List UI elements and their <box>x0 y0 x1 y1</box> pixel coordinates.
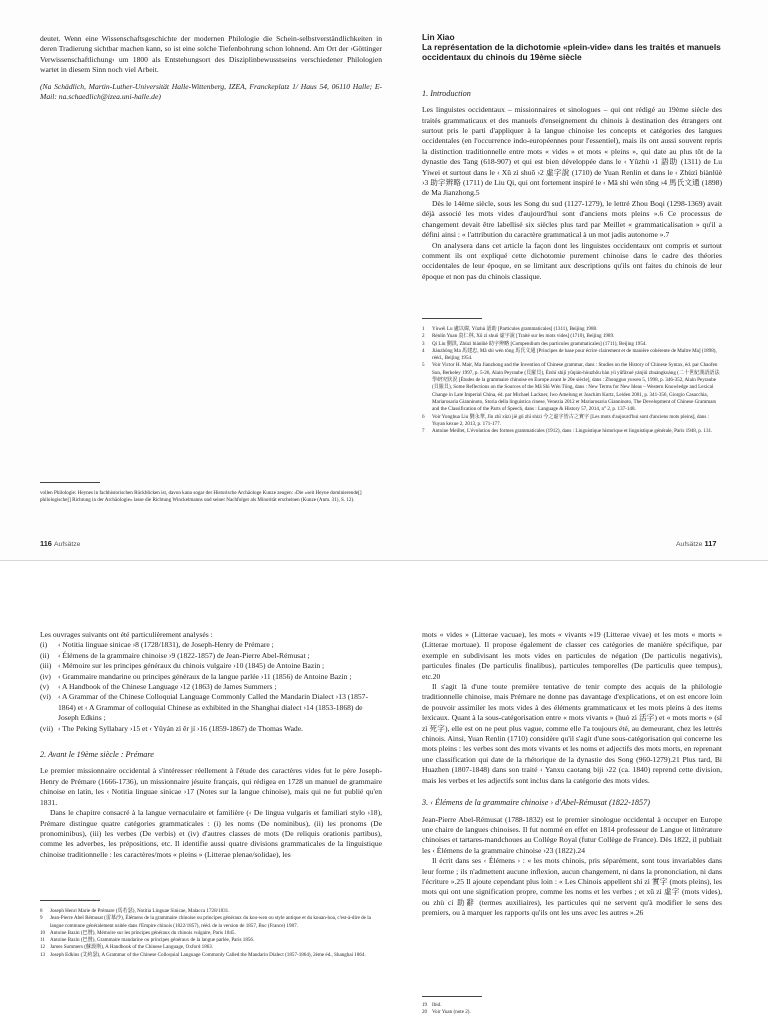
page-number: 117 <box>704 539 717 548</box>
footnote: 13 Joseph Edkins (艾約瑟), A Grammar of the Chinese Colloquial Language Commonly Called the Mandarin Dialect (1857-1864), 2ème éd., Shanghai 1864. <box>40 951 366 958</box>
footnote-rule <box>40 482 100 483</box>
right-page-body <box>422 32 722 282</box>
section-heading: 2. Avant le 19ème siècle : Prémare <box>40 750 154 760</box>
footnote: 20 Voir Yuan (note 2). <box>422 1009 471 1016</box>
running-head: Aufsätze <box>54 541 81 548</box>
footnote: 9 Jean-Pierre Abel Rémusat (雷慕沙), Élémens de la grammaire chinoise ou principes généraux du kou-wen ou style antique et du kouan-hoa, c'est-à-dire de la langue commune généralement usitée dans l'Empire chinois (1822/1857), rééd. de la version de 1857, Buc (France) 1987. <box>40 915 371 929</box>
footnote: 2 Rénlín Yuan 袁仁林, Xū zì shuō 虛字說 [Traité sur les mots vides] (1710), Beijing 1989. <box>422 333 615 340</box>
footnote: 19 Ibid. <box>422 1002 442 1008</box>
body-paragraph: Dès le 14ème siècle, sous les Song du sud (1127-1279), le lettré Zhou Boqi (1298-1369) avait déjà associé les mots vides d'aujourd'hui sont d'anciens mots pleins ».6 Ce processus de changement devait être labellisé six siècles plus tard par Meillet « grammaticalisation » qu'il a défini ainsi : « l'attribution du caractère grammatical à un mot jadis autonome ».7 <box>422 198 722 240</box>
body-paragraph: mots « vides » (Litterae vacuae), les mots « vivants »19 (Litterae vivae) et les mots « morts » (Litterae mortuae). Il propose également de classer ces catégories de manière spécifique, par exemple en subdivisant les mots vides en particules de négation (De particulis negativis), particules finales (De particulis finalibus), particules temporelles (De particulis quee tempus), etc.20 <box>422 630 722 681</box>
list-item: (iii) ‹ Mémoire sur les principes généraux du chinois vulgaire ›10 (1845) de Antoine Bazin ; <box>40 661 325 671</box>
article-author: Lin Xiao <box>422 32 455 42</box>
bottom-spread <box>0 560 768 1024</box>
section-heading: 1. Introduction <box>422 88 471 98</box>
body-paragraph: Il écrit dans ses ‹ Élémens › : « les mots chinois, pris séparément, sont tous invariables dans leur forme ; ils n'admettent aucune inflexion, aucun changement, ni dans la prononciation, ni dans l'écriture ».25 Il ajoute cependant plus loin : « Les Chinois appellent shí zì 實字 (mots pleins), les mots qui ont une signification propre, comme les noms et les verbes ; et xū zì 虛字 (mots vides), ou zhù cí 助辭 (termes auxiliaires), les particules qui ne servent qu'à modifier le sens des premiers, ou à marquer les rapports qu'ils ont les uns avec les autres ».26 <box>422 856 722 918</box>
body-paragraph: Les ouvrages suivants ont été particulièrement analysés : <box>40 630 213 639</box>
body-paragraph: Jean-Pierre Abel-Rémusat (1788-1832) est le premier sinologue occidental à occuper en Europe une chaire de langues chinoises. Il fut nommé en effet en 1814 professeur de Langue et littérature chinoises et tartares-mandchoues au Collège Royal (futur Collège de France). Dès 1822, il publiait les ‹ Élémens de la grammaire chinoise ›23 (1822).24 <box>422 814 722 855</box>
list-item: (vii) ‹ The Peking Syllabary ›15 et ‹ Yǔyán zì ěr jí ›16 (1859-1867) de Thomas Wade. <box>40 723 304 733</box>
page-folio-116 <box>40 539 80 548</box>
footnote: 5 Voir Victor H. Mair, Ma Jianzhong and the Invention of Chinese grammar, dans : Studies on the History of Chinese Syntax, éd. par Chaofen Sun, Berkeley 1997, p. 5-26, Alain Peyraube (貝羅貝), Èrshí shìjì yǔqián-hòuzhǒu hàn yǔ yǔfǎxué yánjiū zhuàngkuàng (二十世紀漢語語法學研究狀況 [Études de la grammaire chinoise en Europe avant le 20e siècle], dans : Zhongguo yuwen 5, 1998, p. 346-352, Alain Peyraube (貝羅貝), Some Reflections on the Sources of the Mǎ Shì Wén Tōng, dans : New Terms for New Ideas – Western Knowledge and Lexical Change in Late Imperial China, éd. par Michael Lackner, Iwo Amelung et Joachim Kurtz, Leiden 2001, p. 341-356, Giorgio Casacchia, Mariarosaria Gianninoto, Storia della linguistica cinese, Venezia 2012 et Mariarosaria Gianninoto, The Development of Chinese Grammars and the Classification of the Parts of Speech, dans : Language & History 57, 2014, n° 2, p. 137-148. <box>422 362 720 413</box>
footnotes-block <box>422 326 722 435</box>
footnote: 6 Voir Yonghua Liu 劉永華, Jīn zhī xūzì jiē gǔ zhī shízì 今之虛字皆古之實字 [Les mots d'aujourd'hui sont d'anciens mots pleins], dans : Yuyan kexue 2, 2013, p. 171-177. <box>422 413 709 427</box>
article-title: La représentation de la dichotomie «plein-vide» dans les traités et manuels occidentaux du chinois du 19ème siècle <box>422 42 721 63</box>
footnote: 4 Jiànzhōng Ma 馬建忠, Mǎ shì wén tōng 馬氏文通 [Principes de base pour écrire clairement et de manière cohérente de Maître Ma] (1898), rééd., Beijing 1954. <box>422 347 717 362</box>
left-page-body <box>40 34 382 102</box>
left-page-footnote: vollen Philologie: Heynes in fachhistorischen Rückblicken ist, davon kann sogar der Historische Archäologe Kunze zeugen: ›Die »seit Heyne dominierende[] philologische[] Richtung in der Archäologie« lasse die Richtung Winckelmanns und seiner Nachfolger als Minorität erscheinen (Kunze (Anm. 31), S. 12). <box>40 490 362 504</box>
footnote: 8 Joseph Henri Marie de Prémare (馬若瑟), Notitia Linguae Sinicae, Malacca 1728/1831. <box>40 908 230 914</box>
list-item: (v) ‹ A Handbook of the Chinese Language ›12 (1863) de James Summers ; <box>40 682 277 692</box>
list-item: (vi) ‹ A Grammar of the Chinese Colloquial Language Commonly Called the Mandarin Dialect ›13 (1857-1864) et ‹ A Grammar of colloquial Chinese as exhibited in the Shanghai dialect ›14 (1853-1868) de Joseph Edkins ; <box>40 692 369 723</box>
running-head: Aufsätze <box>676 541 703 548</box>
continuation-paragraph: deutet. Wenn eine Wissenschaftsgeschichte der modernen Philologie die Schein-selbstverständlichkeiten in deren Tradierung sichtbar machen kann, so ist eine solche Tiefenbohrung schon lohnend. Am Ort der ›Göttinger Verwissenschaftlichung‹ um 1800 als Entstehungsort des Disziplinbewusstseins verschiedener Philologien wartet in diesem Sinn noch viel Arbeit. <box>40 34 382 75</box>
footnote: 1 Yùwéi Lu 盧以緯, Yǔzhù 語助 [Particules grammaticales] (1311), Beijing 1988. <box>422 326 598 332</box>
footnote: 12 James Summers (蘇謨斯), A Handbook of the Chinese Language, Oxford 1863. <box>40 944 214 951</box>
body-paragraph: Il s'agit là d'une toute première tentative de tenir compte des acquis de la philologie traditionnelle chinoise, mais Prémare ne donne pas davantage d'explications, et on est encore loin de pouvoir assimiler les mots vides à des éléments grammaticaux et les mots pleins à des items lexicaux. Quant à la sous-catégorisation entre « mots vivants » (huó zì 活字) et « mots morts » (sǐ zì 死字), elle est on ne peut plus vague, comme elle l'a toujours été, au demeurant, chez les lettrés chinois. Ainsi, Yuan Renlin (1710) considère qu'il s'agit d'une sous-catégorisation qui concerne les mots pleins : les verbes sont des mots vivants et les noms et adjectifs des mots morts, en reprenant une classification qui date de la rhétorique de la dynastie des Song (960-1279).21 Plus tard, Bi Huazhen (1807-1848) dans son traité ‹ Yanxu caotang biji ›22 (ca. 1840) reprend cette division, mais les verbes et les adjectifs sont inclus dans la catégorie des mots vides. <box>422 682 722 785</box>
footnote-rule <box>422 996 482 997</box>
left-page-body <box>40 630 382 860</box>
body-paragraph: Dans le chapitre consacré à la langue vernaculaire et familière (‹ De lingua vulgaris et familiari stylo ›18), Prémare distingue quatre catégories grammaticales : (i) les noms (De nominibus), (ii) les pronoms (De pronominibus), (iii) les verbes (De verbis) et (iv) d'autres classes de mots (De reliquis orationis partibus), comme les adverbes, les prépositions, etc. Il identifie aussi quatre divisions grammaticales de la linguistique chinoise traditionnelle : les caractères/mots « pleins » (Litterae plenae/solidae), les <box>40 808 382 859</box>
author-address: (Na Schädlich, Martin-Luther-Universität Halle-Wittenberg, IZEA, Franckeplatz 1/ Haus 54, 06110 Halle; E-Mail: na.schaedlich@izea.uni-halle.de) <box>40 81 382 102</box>
body-paragraph: Les linguistes occidentaux – missionnaires et sinologues – qui ont rédigé au 19ème siècle des traités grammaticaux et des manuels d'enseignement du chinois à destination des étrangers ont surtout pris le parti d'appliquer à la langue chinoise les concepts et catégories des langues occidentales (en l'occurrence indo-européennes pour l'essentiel), mais ils ont aussi souvent repris la distinction traditionnelle entre mots « vides » et mots « pleins », qui date au plus tôt de la dynastie des Tang (618-907) et qui est bien développée dans le ‹ Yǔzhù ›1 語助 (1311) de Lu Yiwei et surtout dans le ‹ Xū zì shuō ›2 虛字說 (1710) de Yuan Renlin et dans le ‹ Zhùzì biànlüè ›3 助字辨略 (1711) de Liu Qi, qui ont fortement inspiré le ‹ Mǎ shì wén tōng ›4 馬氏文通 (1898) de Ma Jianzhong.5 <box>422 105 722 198</box>
body-paragraph: Le premier missionnaire occidental à s'intéresser réellement à l'étude des caractères vides fut le père Joseph-Henry de Prémare (1666-1736), un missionnaire jésuite français, qui rédigea en 1728 un manuel de grammaire chinoise en latin, les ‹ Notitia linguae sinicae ›17 (Notes sur la langue chinoise), mais qui ne fut publié qu'en 1831. <box>40 766 382 807</box>
body-paragraph: On analysera dans cet article la façon dont les linguistes occidentaux ont compris et surtout comment ils ont expliqué cette dichotomie purement chinoise dans le cadre des théories occidentales de leur époque, en se limitant aux descriptions qu'ils ont faites du chinois de leur époque et non pas du chinois classique. <box>422 240 722 281</box>
right-page-body <box>422 630 722 919</box>
footnote: 10 Antoine Bazin (巴贊), Mémoire sur les principes généraux du chinois vulgaire, Paris 1845. <box>40 929 236 936</box>
footnote: 3 Qi Liu 劉淇, Zhùzì biànlüè 助字辨略 [Compendium des particules grammaticales] (1711), Beijing 1954. <box>422 340 647 347</box>
footnotes-block <box>40 908 382 959</box>
footnote-rule <box>422 318 482 319</box>
footnote-rule <box>40 900 100 901</box>
list-item: (iv) ‹ Grammaire mandarine ou principes généraux de la langue parlée ›11 (1856) de Antoine Bazin ; <box>40 671 352 681</box>
footnotes-block <box>422 1002 722 1017</box>
list-item: (i) ‹ Notitia linguae sinicae ›8 (1728/1831), de Joseph-Henry de Prémare ; <box>40 640 274 650</box>
page-folio-117 <box>676 539 716 548</box>
footnote: 11 Antoine Bazin (巴贊), Grammaire mandarine ou principes généraux de la langue parlée, Paris 1856. <box>40 937 255 944</box>
list-item: (ii) ‹ Élémens de la grammaire chinoise ›9 (1822-1857) de Jean-Pierre Abel-Rémusat ; <box>40 650 310 660</box>
page-number: 116 <box>40 539 52 548</box>
footnote: 7 Antoine Meillet, L'évolution des formes grammaticales (1912), dans : Linguistique historique et linguistique générale, Paris 1948, p. 131. <box>422 428 713 435</box>
section-heading: 3. ‹ Élémens de la grammaire chinoise › d'Abel-Rémusat (1822-1857) <box>422 798 650 808</box>
